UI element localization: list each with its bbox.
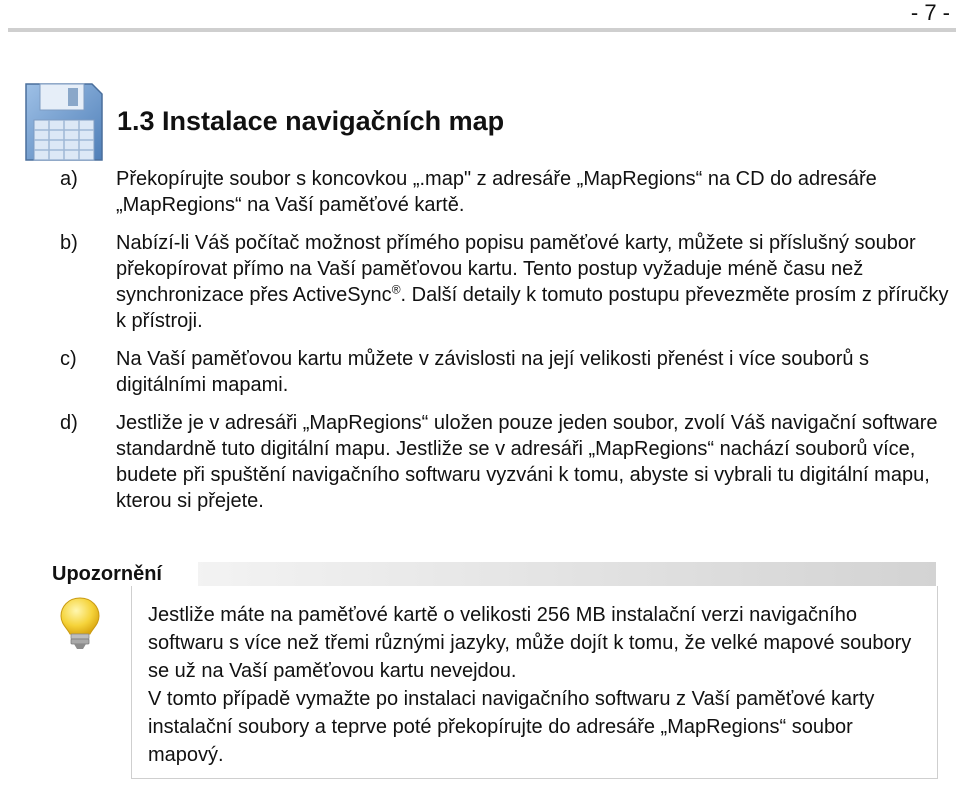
list-item — [60, 346, 952, 398]
list-marker: b) — [60, 232, 78, 254]
registered-mark: ® — [391, 282, 401, 297]
list-item-text: Překopírujte soubor s koncovkou „.map" z adresáře „MapRegions“ na CD do adresáře „MapRegions“ na Vaší paměťové kartě. — [116, 168, 877, 216]
header-rule — [8, 28, 956, 32]
list-item — [60, 230, 952, 334]
note-paragraph: V tomto případě vymažte po instalaci navigačního softwaru z Vaší paměťové karty instalační soubory a teprve poté překopírujte do adresáře „MapRegions“ soubor mapový. — [148, 688, 875, 766]
section-title: 1.3 Instalace navigačních map — [117, 106, 505, 136]
instruction-list — [60, 166, 952, 526]
page-number: - 7 - — [910, 0, 950, 25]
list-item-text-continued: . Další detaily k tomuto postupu převezměte prosím z příručky k přístroji. — [116, 284, 949, 332]
list-marker: d) — [60, 412, 78, 434]
note-text — [148, 601, 923, 769]
list-item — [60, 410, 952, 514]
note-heading: Upozornění — [52, 563, 162, 585]
list-marker: c) — [60, 348, 77, 370]
note-paragraph: Jestliže máte na paměťové kartě o velikosti 256 MB instalační verzi navigačního softwaru s více než třemi různými jazyky, může dojít k tomu, že velké mapové soubory se už na Vaší paměťovou kartu nevejdou. — [148, 604, 912, 682]
list-item-text: Na Vaší paměťovou kartu můžete v závislosti na její velikosti přenést i více souborů s digitálními mapami. — [116, 348, 870, 396]
list-marker: a) — [60, 168, 78, 190]
lightbulb-icon — [58, 596, 102, 652]
list-item-text: Jestliže je v adresáři „MapRegions“ uložen pouze jeden soubor, zvolí Váš navigační software standardně tuto digitální mapu. Jestliže se v adresáři „MapRegions“ nachází souborů více, budete při spuštění navigačního softwaru vyzváni k tomu, abyste si vybrali tu digitální mapu, kterou si přejete. — [116, 412, 938, 512]
floppy-disk-icon — [22, 80, 106, 164]
list-item-text: Nabízí-li Váš počítač možnost přímého popisu paměťové karty, můžete si příslušný soubor překopírovat přímo na Vaší paměťovou kartu. Tento postup vyžaduje méně času než synchronizace přes ActiveSync — [116, 232, 916, 306]
list-item — [60, 166, 952, 218]
